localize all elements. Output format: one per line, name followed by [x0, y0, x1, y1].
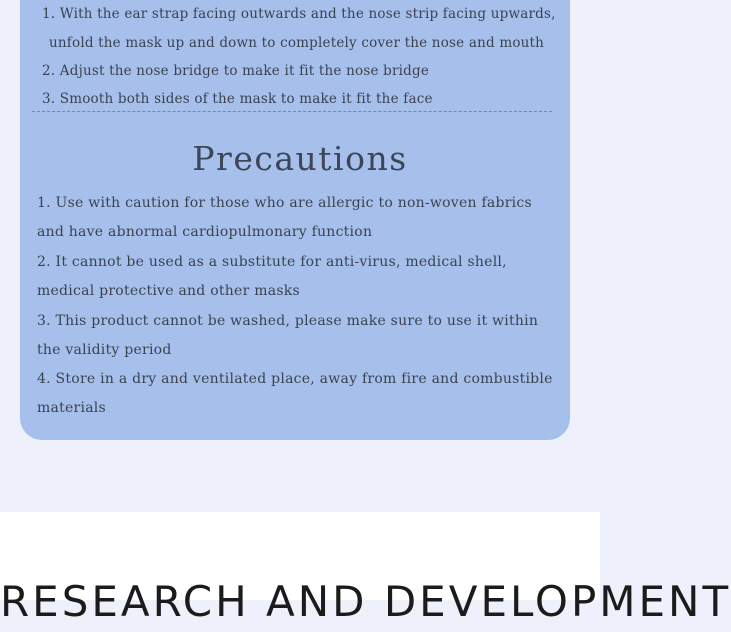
precaution-line: the validity period: [37, 342, 172, 358]
precaution-line: 4. Store in a dry and ventilated place, away from fire and combustible: [37, 371, 553, 387]
step-line: 2. Adjust the nose bridge to make it fit the nose bridge: [42, 63, 430, 79]
precaution-line: medical protective and other masks: [37, 283, 300, 299]
precaution-line: 2. It cannot be used as a substitute for anti-virus, medical shell,: [37, 254, 507, 270]
step-line: 3. Smooth both sides of the mask to make it fit the face: [42, 91, 433, 107]
precaution-line: materials: [37, 400, 106, 416]
precautions-title: Precautions: [192, 139, 408, 178]
step-line: 1. With the ear strap facing outwards and the nose strip facing upwards,: [42, 6, 556, 22]
precaution-line: 1. Use with caution for those who are allergic to non-woven fabrics: [37, 195, 532, 211]
precaution-line: and have abnormal cardiopulmonary function: [37, 224, 373, 240]
step-line: unfold the mask up and down to completely cover the nose and mouth: [49, 35, 545, 51]
dashed-divider: [32, 111, 552, 112]
research-development-heading: RESEARCH AND DEVELOPMENT: [0, 577, 731, 626]
precaution-line: 3. This product cannot be washed, please make sure to use it within: [37, 313, 539, 329]
